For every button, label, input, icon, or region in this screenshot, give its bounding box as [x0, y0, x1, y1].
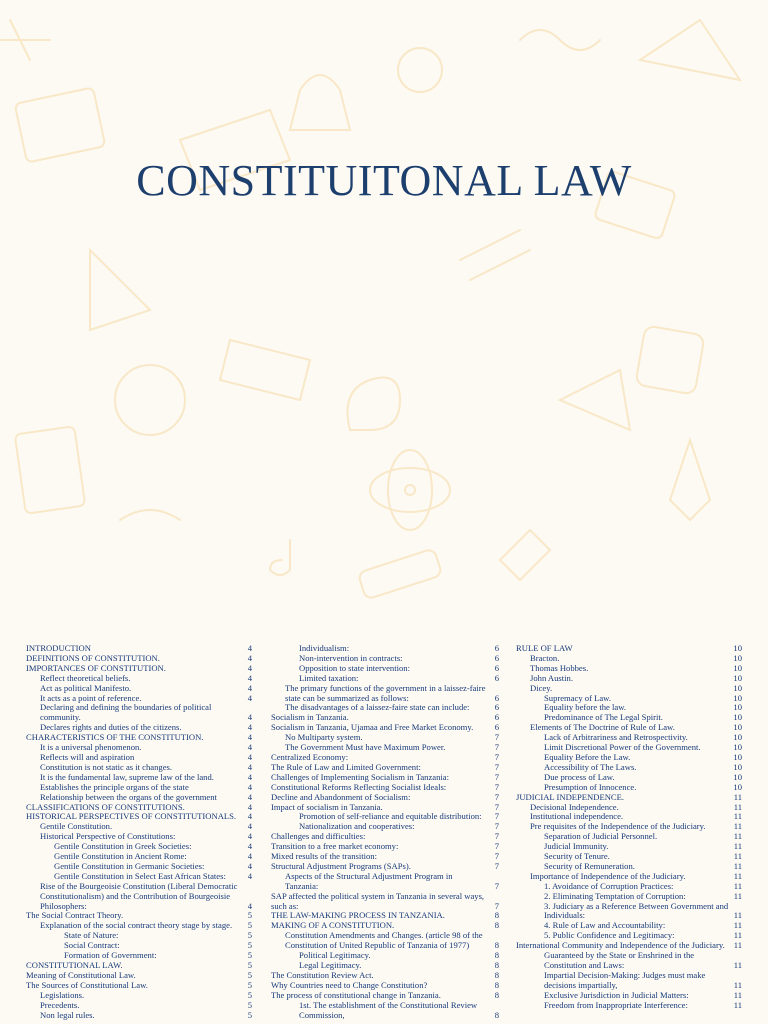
toc-page-number: 4: [247, 662, 252, 673]
toc-entry[interactable]: [26, 921, 252, 931]
toc-entry-text: 5. Public Confidence and Legitimacy:: [544, 930, 675, 941]
toc-column-1: [26, 644, 252, 1020]
toc-page-number: 10: [733, 732, 742, 743]
toc-page-number: 10: [733, 712, 742, 723]
table-of-contents: [0, 644, 768, 1024]
toc-entry-text: The process of constitutional change in Tanzania.: [271, 989, 441, 1000]
toc-entry-text: Elements of The Doctrine of Rule of Law.: [530, 722, 675, 733]
toc-column-2: [271, 644, 499, 1020]
toc-page-number: 6: [494, 672, 499, 683]
toc-page-number: 7: [494, 900, 499, 911]
toc-page-number: 7: [494, 880, 499, 891]
toc-entry-text: The disadvantages of a laissez-faire state can include:: [285, 702, 470, 713]
toc-entry-text: Legislations.: [40, 989, 85, 1000]
toc-page-number: 7: [494, 781, 499, 792]
toc-entry-text: Social Contract:: [64, 940, 120, 951]
toc-page-number: 10: [733, 771, 742, 782]
toc-entry-text: Judicial Immunity.: [544, 841, 609, 852]
toc-entry-text: 1st. The establishment of the Constitutional Review Commission,: [299, 999, 478, 1020]
toc-page-number: 4: [247, 771, 252, 782]
toc-entry-text: No Multiparty system.: [285, 732, 363, 743]
toc-page-number: 4: [247, 821, 252, 832]
toc-page-number: 4: [247, 831, 252, 842]
toc-page-number: 8: [494, 989, 499, 1000]
toc-entry-text: Promotion of self-reliance and equitable distribution:: [299, 811, 482, 822]
toc-page-number: 8: [494, 979, 499, 990]
toc-entry-text: Declares rights and duties of the citizens.: [40, 722, 182, 733]
toc-entry-text: Separation of Judicial Personnel.: [544, 831, 658, 842]
toc-page-number: 5: [247, 950, 252, 961]
toc-page-number: 8: [494, 1009, 499, 1020]
toc-entry-text: SAP affected the political system in Tanzania in several ways, such as:: [271, 890, 485, 911]
toc-entry-text: Gentile Constitution in Germanic Societies:: [54, 860, 205, 871]
toc-page-number: 7: [494, 831, 499, 842]
toc-page-number: 10: [733, 722, 742, 733]
toc-entry-text: MAKING OF A CONSTITUTION.: [271, 920, 395, 931]
toc-entry-text: 3. Judiciary as a Reference Between Government and Individuals:: [544, 900, 729, 921]
toc-page-number: 4: [247, 722, 252, 733]
toc-entry-text: Equality Before the Law.: [544, 751, 631, 762]
toc-entry-text: Presumption of Innocence.: [544, 781, 637, 792]
toc-page-number: 4: [247, 643, 252, 653]
toc-page-number: 6: [494, 652, 499, 663]
toc-entry-text: Gentile Constitution in Greek Societies:: [54, 841, 192, 852]
toc-column-3: [516, 644, 742, 1011]
toc-page-number: 7: [494, 860, 499, 871]
toc-page-number: 11: [733, 791, 742, 802]
toc-page-number: 11: [733, 920, 742, 931]
toc-page-number: 11: [733, 940, 742, 951]
toc-page-number: 7: [494, 841, 499, 852]
toc-entry-text: Due process of Law.: [544, 771, 615, 782]
toc-entry-text: Impact of socialism in Tanzania.: [271, 801, 383, 812]
toc-entry-text: Non-intervention in contracts:: [299, 652, 403, 663]
toc-page-number: 7: [494, 801, 499, 812]
toc-entry-text: It acts as a point of reference.: [40, 692, 142, 703]
toc-page-number: 11: [733, 831, 742, 842]
toc-entry[interactable]: [516, 971, 742, 991]
toc-page-number: 10: [733, 672, 742, 683]
toc-entry-text: The Government Must have Maximum Power.: [285, 742, 446, 753]
toc-entry-text: Act as political Manifesto.: [40, 682, 132, 693]
toc-entry-text: THE LAW-MAKING PROCESS IN TANZANIA.: [271, 910, 445, 921]
toc-entry-text: Gentile Constitution in Ancient Rome:: [54, 851, 187, 862]
toc-entry-text: DEFINITIONS OF CONSTITUTION.: [26, 652, 160, 663]
toc-page-number: 11: [733, 930, 742, 941]
toc-page-number: 6: [494, 692, 499, 703]
toc-page-number: 10: [733, 742, 742, 753]
toc-entry-text: Accessibility of The Laws.: [544, 761, 637, 772]
toc-page-number: 4: [247, 652, 252, 663]
toc-entry-text: Decline and Abandonment of Socialism:: [271, 791, 411, 802]
toc-page-number: 4: [247, 732, 252, 743]
toc-page-number: 10: [733, 643, 742, 653]
toc-page-number: 7: [494, 732, 499, 743]
toc-page-number: 4: [247, 801, 252, 812]
toc-page-number: 11: [733, 860, 742, 871]
toc-page-number: 4: [247, 751, 252, 762]
toc-page-number: 7: [494, 742, 499, 753]
toc-entry-text: Challenges and difficulties:: [271, 831, 366, 842]
toc-page-number: 4: [247, 742, 252, 753]
toc-entry-text: It is a universal phenomenon.: [40, 742, 142, 753]
toc-page-number: 6: [494, 712, 499, 723]
toc-entry-text: Political Legitimacy.: [299, 950, 371, 961]
toc-page-number: 4: [247, 851, 252, 862]
toc-entry[interactable]: [516, 1001, 742, 1011]
toc-entry-text: CONSTITUTIONAL LAW.: [26, 960, 123, 970]
toc-entry-text: Constitution Amendments and Changes. (article 98 of the Constitution of United Republic of Tanzania of 1977): [285, 930, 483, 951]
toc-entry-text: International Community and Independence of the Judiciary.: [516, 940, 725, 951]
toc-page-number: 7: [494, 751, 499, 762]
toc-entry[interactable]: [26, 931, 252, 941]
toc-entry-text: Importance of Independence of the Judiciary.: [530, 870, 686, 881]
toc-entry-text: Exclusive Jurisdiction in Judicial Matters:: [544, 989, 689, 1000]
toc-entry[interactable]: [271, 684, 499, 704]
toc-entry[interactable]: [26, 1011, 252, 1021]
toc-entry-text: Relationship between the organs of the government: [40, 791, 217, 802]
toc-entry-text: Pre requisites of the Independence of the Judiciary.: [530, 821, 706, 832]
toc-entry-text: The Rule of Law and Limited Government:: [271, 761, 421, 772]
toc-entry-text: Historical Perspective of Constitutions:: [40, 831, 176, 842]
toc-entry-text: Limit Discretional Power of the Government.: [544, 742, 701, 753]
toc-entry-text: Declaring and defining the boundaries of political community.: [40, 702, 212, 723]
toc-page-number: 4: [247, 672, 252, 683]
toc-entry-text: Security of Tenure.: [544, 851, 610, 862]
toc-entry[interactable]: [271, 931, 499, 951]
toc-entry-text: IMPORTANCES OF CONSTITUTION.: [26, 662, 166, 673]
toc-entry-text: Limited taxation:: [299, 672, 359, 683]
toc-page-number: 10: [733, 751, 742, 762]
toc-page-number: 10: [733, 652, 742, 663]
toc-entry-text: Reflects will and aspiration: [40, 751, 135, 762]
toc-entry-text: Mixed results of the transition:: [271, 851, 377, 862]
toc-entry[interactable]: [271, 1001, 499, 1021]
toc-entry-text: Bracton.: [530, 652, 560, 663]
toc-entry-text: Establishes the principle organs of the state: [40, 781, 189, 792]
document-title: CONSTITUITONAL LAW: [136, 156, 632, 205]
toc-entry-text: Freedom from Inappropriate Interference:: [544, 999, 688, 1010]
toc-page-number: 7: [494, 851, 499, 862]
toc-entry-text: Meaning of Constitutional Law.: [26, 969, 136, 980]
toc-page-number: 4: [247, 712, 252, 723]
toc-page-number: 6: [494, 662, 499, 673]
toc-entry-text: Impartial Decision-Making: Judges must make decisions impartially,: [544, 969, 706, 990]
toc-entry-text: The Sources of Constitutional Law.: [26, 979, 148, 990]
toc-page-number: 5: [247, 999, 252, 1010]
toc-entry[interactable]: [271, 892, 499, 912]
toc-page-number: 11: [733, 890, 742, 901]
toc-entry-text: Individualism:: [299, 643, 350, 653]
toc-page-number: 5: [247, 940, 252, 951]
toc-page-number: 5: [247, 979, 252, 990]
toc-page-number: 8: [494, 960, 499, 970]
toc-page-number: 11: [733, 811, 742, 822]
toc-entry-text: 1. Avoidance of Corruption Practices:: [544, 880, 674, 891]
toc-page-number: 7: [494, 791, 499, 802]
toc-page-number: 11: [733, 841, 742, 852]
toc-page-number: 5: [247, 910, 252, 921]
toc-page-number: 10: [733, 662, 742, 673]
toc-page-number: 11: [733, 851, 742, 862]
toc-entry-text: Equality before the law.: [544, 702, 627, 713]
toc-page-number: 4: [247, 682, 252, 693]
toc-page-number: 4: [247, 900, 252, 911]
toc-page-number: 10: [733, 781, 742, 792]
toc-page-number: 11: [733, 999, 742, 1010]
toc-entry-text: CHARACTERISTICS OF THE CONSTITUTION.: [26, 732, 204, 743]
toc-page-number: 8: [494, 950, 499, 961]
toc-entry-text: Formation of Government:: [64, 950, 157, 961]
toc-entry-text: Gentile Constitution in Select East African States:: [54, 870, 226, 881]
toc-entry-text: Guaranteed by the State or Enshrined in the Constitution and Laws:: [544, 950, 695, 970]
toc-page-number: 11: [733, 870, 742, 881]
toc-page-number: 8: [494, 910, 499, 921]
toc-entry-text: CLASSIFICATIONS OF CONSTITUTIONS.: [26, 801, 185, 812]
toc-entry-text: 4. Rule of Law and Accountability:: [544, 920, 666, 931]
toc-entry-text: Transition to a free market economy:: [271, 841, 399, 852]
toc-page-number: 5: [247, 1009, 252, 1020]
toc-entry-text: Aspects of the Structural Adjustment Program in Tanzania:: [285, 870, 453, 891]
toc-entry-text: The Social Contract Theory.: [26, 910, 124, 921]
toc-page-number: 11: [733, 880, 742, 891]
toc-entry-text: Constitutional Reforms Reflecting Socialist Ideals:: [271, 781, 447, 792]
toc-page-number: 5: [247, 960, 252, 970]
toc-entry-text: INTRODUCTION: [26, 643, 91, 653]
toc-entry-text: Socialism in Tanzania, Ujamaa and Free Market Economy.: [271, 722, 474, 733]
toc-page-number: 10: [733, 761, 742, 772]
toc-page-number: 11: [733, 989, 742, 1000]
toc-page-number: 7: [494, 771, 499, 782]
toc-page-number: 5: [247, 930, 252, 941]
toc-entry-text: Dicey.: [530, 682, 553, 693]
toc-entry-text: Structural Adjustment Programs (SAPs).: [271, 860, 411, 871]
toc-entry-text: Precedents.: [40, 999, 80, 1010]
toc-entry-text: Rise of the Bourgeoisie Constitution (Liberal Democratic Constitutionalism) and the Contribution of Bourgeoisie Philosophers:: [40, 880, 238, 911]
toc-page-number: 4: [247, 761, 252, 772]
toc-page-number: 8: [494, 969, 499, 980]
toc-page-number: 8: [494, 940, 499, 951]
toc-entry-text: Security of Remuneration.: [544, 860, 635, 871]
toc-entry-text: Thomas Hobbes.: [530, 662, 589, 673]
toc-page-number: 4: [247, 841, 252, 852]
toc-entry-text: RULE OF LAW: [516, 643, 573, 653]
toc-entry[interactable]: [271, 872, 499, 892]
toc-entry-text: John Austin.: [530, 672, 573, 683]
toc-entry-text: Decisional Independence.: [530, 801, 619, 812]
toc-page-number: 4: [247, 870, 252, 881]
toc-page-number: 5: [247, 920, 252, 931]
toc-page-number: 10: [733, 702, 742, 713]
toc-entry-text: Institutional independence.: [530, 811, 624, 822]
toc-page-number: 4: [247, 791, 252, 802]
toc-entry[interactable]: [26, 703, 252, 723]
toc-page-number: 6: [494, 643, 499, 653]
toc-entry-text: Centralized Economy:: [271, 751, 349, 762]
toc-entry-text: Predominance of The Legal Spirit.: [544, 712, 663, 723]
toc-entry-text: Legal Legitimacy.: [299, 960, 362, 970]
toc-page-number: 6: [494, 702, 499, 713]
toc-page-number: 4: [247, 781, 252, 792]
toc-entry-text: Nationalization and cooperatives:: [299, 821, 415, 832]
toc-entry-text: It is the fundamental law, supreme law of the land.: [40, 771, 214, 782]
toc-page-number: 4: [247, 692, 252, 703]
toc-entry-text: Supremacy of Law.: [544, 692, 611, 703]
toc-page-number: 10: [733, 692, 742, 703]
toc-page-number: 11: [733, 801, 742, 812]
toc-page-number: 6: [494, 722, 499, 733]
toc-page-number: 7: [494, 811, 499, 822]
toc-page-number: 8: [494, 920, 499, 931]
toc-entry-text: Socialism in Tanzania.: [271, 712, 349, 723]
toc-page-number: 5: [247, 969, 252, 980]
toc-page-number: 11: [733, 979, 742, 990]
toc-entry-text: Non legal rules.: [40, 1009, 95, 1020]
toc-page-number: 4: [247, 860, 252, 871]
toc-entry-text: HISTORICAL PERSPECTIVES OF CONSTITUTIONALS.: [26, 811, 237, 822]
toc-entry-text: State of Nature:: [64, 930, 119, 941]
toc-page-number: 5: [247, 989, 252, 1000]
toc-entry-text: JUDICIAL INDEPENDENCE.: [516, 791, 625, 802]
toc-entry-text: 2. Eliminating Temptation of Corruption:: [544, 890, 686, 901]
toc-entry-text: Why Countries need to Change Constitution?: [271, 979, 428, 990]
toc-entry-text: Opposition to state intervention:: [299, 662, 410, 673]
toc-page-number: 11: [733, 910, 742, 921]
toc-entry-text: Lack of Arbitrariness and Retrospectivity.: [544, 732, 688, 743]
toc-page-number: 7: [494, 761, 499, 772]
toc-page-number: 11: [733, 960, 742, 970]
toc-entry-text: Gentile Constitution.: [40, 821, 113, 832]
toc-entry[interactable]: [516, 902, 742, 922]
toc-entry[interactable]: [516, 951, 742, 971]
toc-page-number: 11: [733, 821, 742, 832]
toc-page-number: 7: [494, 821, 499, 832]
toc-entry-text: Reflect theoretical beliefs.: [40, 672, 131, 683]
toc-entry-text: Challenges of Implementing Socialism in Tanzania:: [271, 771, 449, 782]
toc-entry-text: Constitution is not static as it changes.: [40, 761, 172, 772]
toc-page-number: 4: [247, 811, 252, 822]
toc-entry-text: The primary functions of the government in a laissez-faire state can be summarized as follows:: [285, 682, 486, 703]
toc-entry[interactable]: [26, 882, 252, 912]
toc-entry-text: The Constitution Review Act.: [271, 969, 374, 980]
toc-entry-text: Explanation of the social contract theory stage by stage.: [40, 920, 233, 931]
toc-page-number: 10: [733, 682, 742, 693]
